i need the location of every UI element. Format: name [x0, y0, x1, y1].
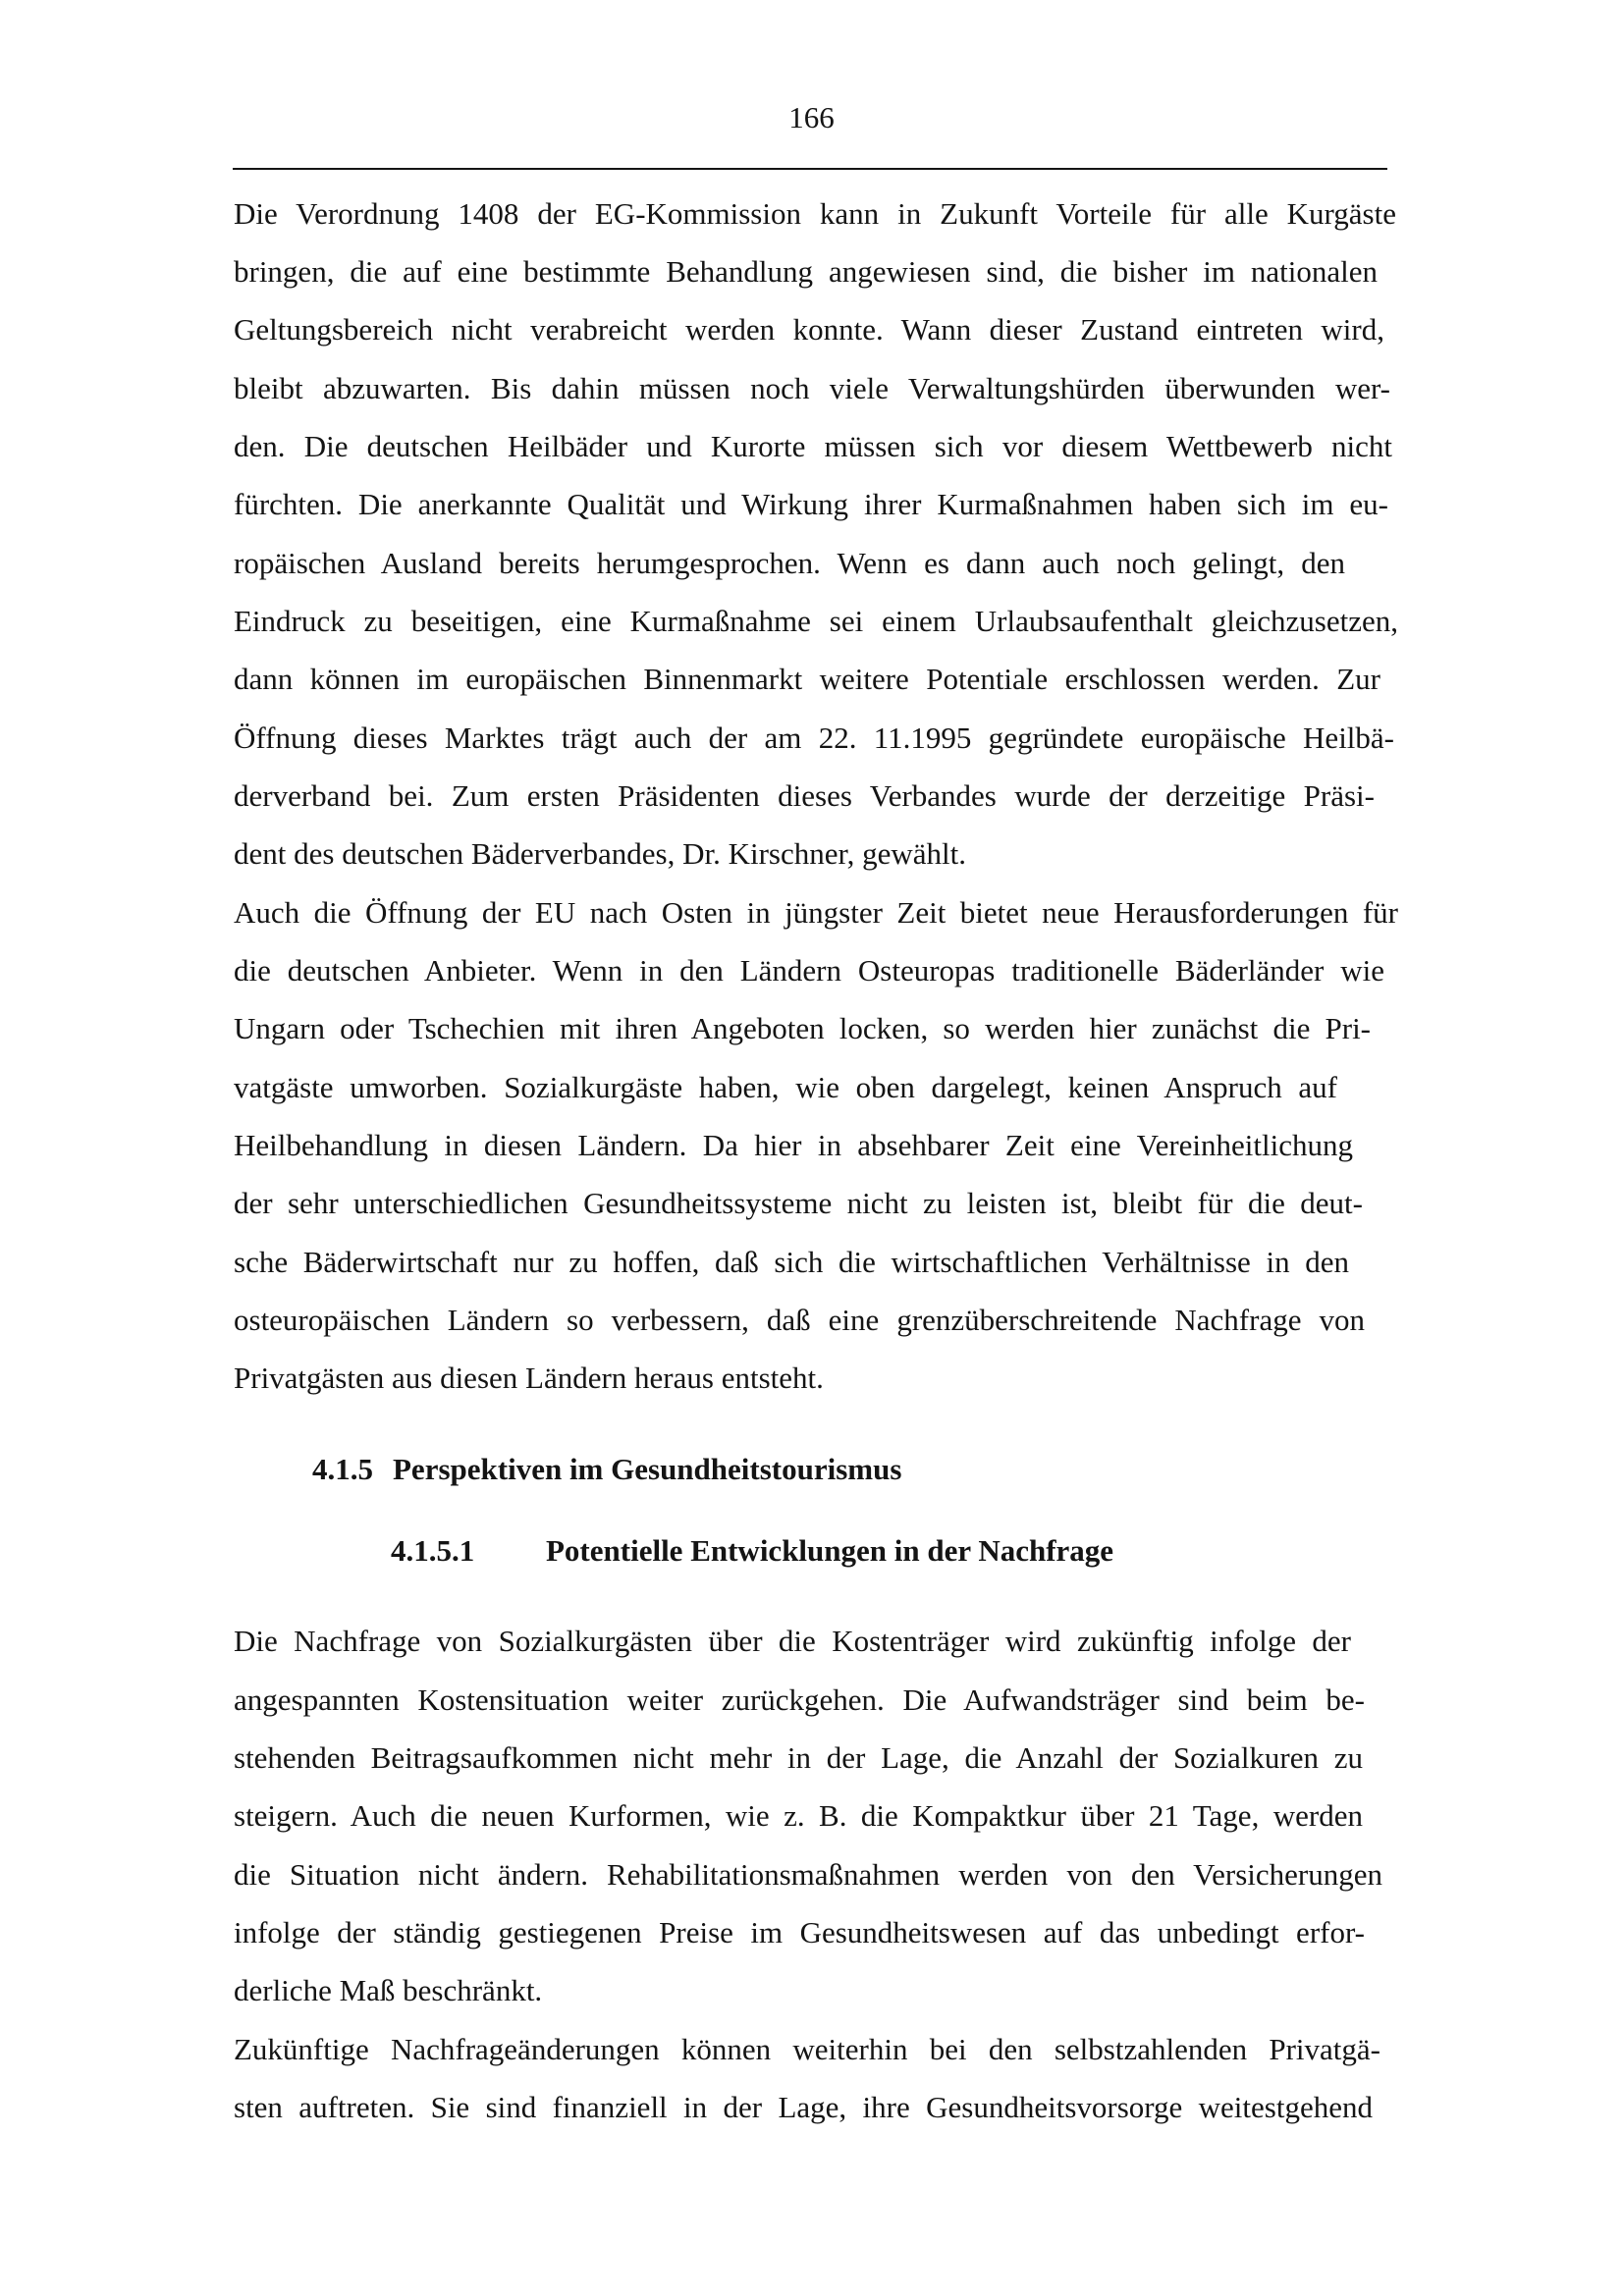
text-line: stehenden Beitragsaufkommen nicht mehr in der Lage, die Anzahl der Sozialkuren zu — [234, 1740, 1363, 1775]
text-line: steigern. Auch die neuen Kurformen, wie z. B. die Kompaktkur über 21 Tage, werden — [234, 1798, 1363, 1833]
subsection-number: 4.1.5.1 — [391, 1533, 475, 1568]
text-line: derverband bei. Zum ersten Präsidenten dieses Verbandes wurde der derzeitige Präsi- — [234, 778, 1375, 813]
text-line: Geltungsbereich nicht verabreicht werden konnte. Wann dieser Zustand eintreten wird, — [234, 312, 1384, 347]
text-line: infolge der ständig gestiegenen Preise im Gesundheitswesen auf das unbedingt erfor- — [234, 1915, 1365, 1949]
text-line: vatgäste umworben. Sozialkurgäste haben, wie oben dargelegt, keinen Anspruch auf — [234, 1070, 1337, 1104]
text-line: Die Nachfrage von Sozialkurgästen über die Kostenträger wird zukünftig infolge der — [234, 1624, 1351, 1658]
text-line: bleibt abzuwarten. Bis dahin müssen noch viele Verwaltungshürden überwunden wer- — [234, 371, 1390, 405]
text-line: Ungarn oder Tschechien mit ihren Angeboten locken, so werden hier zunächst die Pri- — [234, 1011, 1371, 1045]
text-line: ropäischen Ausland bereits herumgesprochen. Wenn es dann auch noch gelingt, den — [234, 546, 1345, 580]
text-line: der sehr unterschiedlichen Gesundheitssysteme nicht zu leisten ist, bleibt für die deut- — [234, 1186, 1363, 1220]
text-line: Privatgästen aus diesen Ländern heraus entsteht. — [234, 1361, 824, 1395]
text-line: dent des deutschen Bäderverbandes, Dr. Kirschner, gewählt. — [234, 836, 966, 871]
text-line: Auch die Öffnung der EU nach Osten in jüngster Zeit bietet neue Herausforderungen für — [234, 895, 1398, 930]
page-number: 166 — [788, 100, 835, 134]
text-line: Eindruck zu beseitigen, eine Kurmaßnahme sei einem Urlaubsaufenthalt gleichzusetzen, — [234, 604, 1398, 638]
header-rule — [233, 168, 1387, 170]
text-line: fürchten. Die anerkannte Qualität und Wirkung ihrer Kurmaßnahmen haben sich im eu- — [234, 487, 1388, 521]
text-line: sche Bäderwirtschaft nur zu hoffen, daß sich die wirtschaftlichen Verhältnisse in den — [234, 1245, 1349, 1279]
text-line: dann können im europäischen Binnenmarkt weitere Potentiale erschlossen werden. Zur — [234, 662, 1380, 696]
text-line: osteuropäischen Ländern so verbessern, daß eine grenzüberschreitende Nachfrage von — [234, 1303, 1365, 1337]
text-line: angespannten Kostensituation weiter zurückgehen. Die Aufwandsträger sind beim be- — [234, 1682, 1365, 1717]
text-line: bringen, die auf eine bestimmte Behandlung angewiesen sind, die bisher im nationalen — [234, 254, 1378, 289]
text-line: Zukünftige Nachfrageänderungen können weiterhin bei den selbstzahlenden Privatgä- — [234, 2032, 1380, 2066]
section-number: 4.1.5 — [312, 1452, 373, 1486]
text-line: sten auftreten. Sie sind finanziell in der Lage, ihre Gesundheitsvorsorge weitestgehend — [234, 2090, 1373, 2124]
subsection-title: Potentielle Entwicklungen in der Nachfrage — [546, 1533, 1114, 1568]
text-line: die Situation nicht ändern. Rehabilitationsmaßnahmen werden von den Versicherungen — [234, 1857, 1382, 1892]
text-line: Heilbehandlung in diesen Ländern. Da hier in absehbarer Zeit eine Vereinheitlichung — [234, 1128, 1353, 1162]
text-line: Öffnung dieses Marktes trägt auch der am 22. 11.1995 gegründete europäische Heilbä- — [234, 721, 1394, 755]
text-line: den. Die deutschen Heilbäder und Kurorte müssen sich vor diesem Wettbewerb nicht — [234, 429, 1392, 463]
section-title: Perspektiven im Gesundheitstourismus — [393, 1452, 902, 1486]
text-line: die deutschen Anbieter. Wenn in den Ländern Osteuropas traditionelle Bäderländer wie — [234, 953, 1384, 988]
text-line: Die Verordnung 1408 der EG-Kommission kann in Zukunft Vorteile für alle Kurgäste — [234, 196, 1396, 231]
text-line: derliche Maß beschränkt. — [234, 1973, 543, 2007]
